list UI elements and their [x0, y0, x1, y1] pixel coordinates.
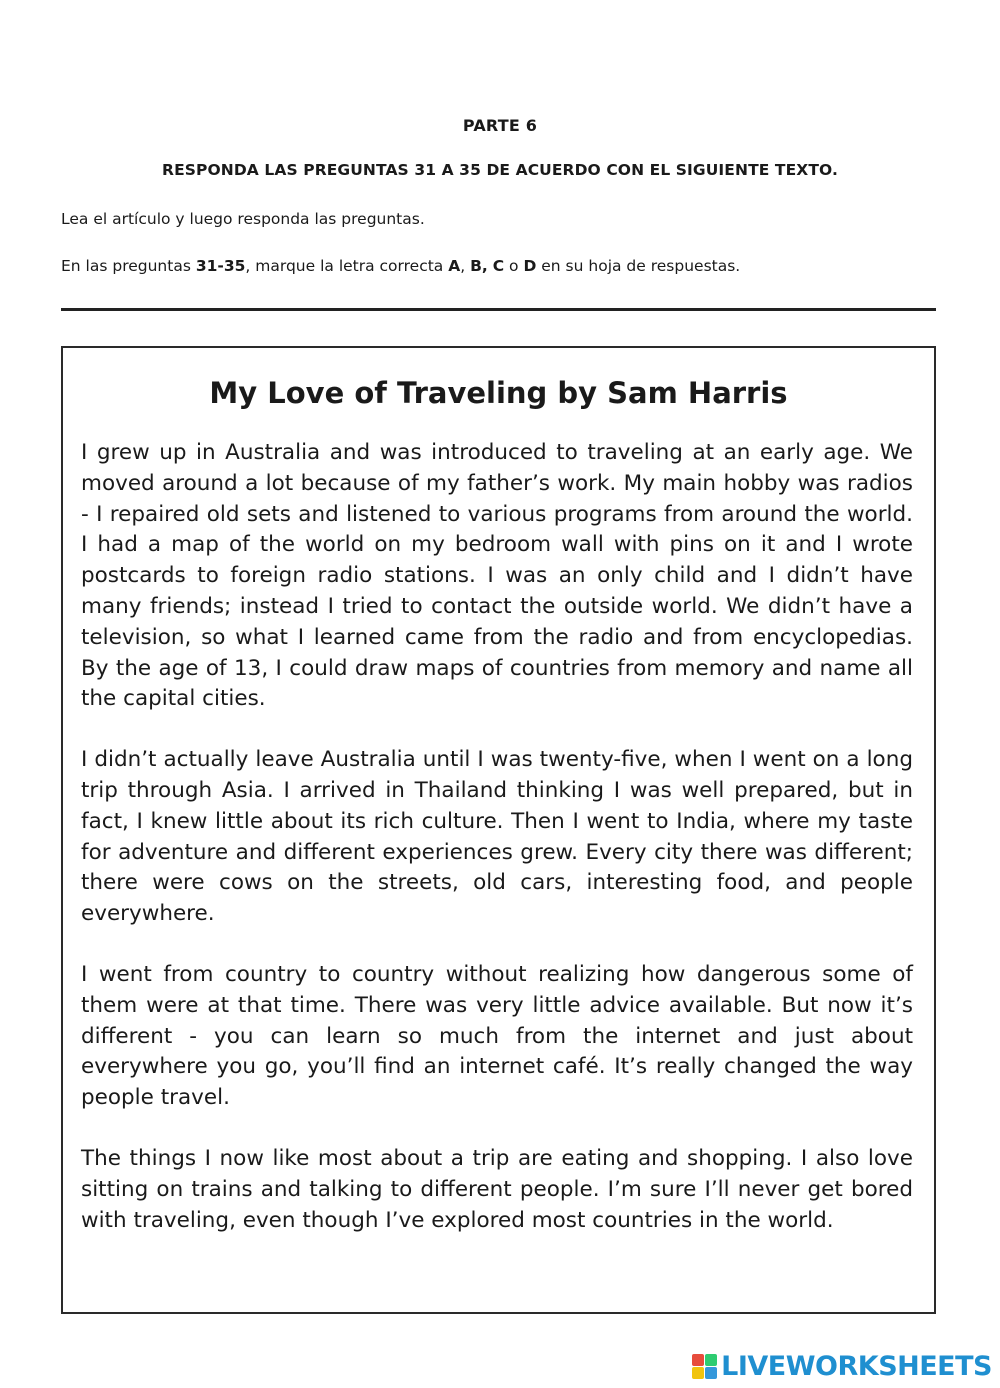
- article-paragraph-1: I grew up in Australia and was introduced to traveling at an early age. We moved around a lot because of my father’s work. My main hobby was radios - I repaired old sets and listened to various programs from around the world. I had a map of the world on my bedroom wall with pins on it and I wrote postcards to foreign radio stations. I was an only child and I didn’t have many friends; instead I tried to contact the outside world. We didn’t have a television, so what I learned came from the radio and from encyclopedias. By the age of 13, I could draw maps of countries from memory and name all the capital cities.: [81, 440, 913, 712]
- instruction-prefix: En las preguntas: [61, 257, 196, 275]
- article-title: My Love of Traveling by Sam Harris: [209, 376, 788, 410]
- instruction-middle: , marque la letra correcta: [245, 257, 449, 275]
- liveworksheets-logo[interactable]: [692, 1351, 992, 1382]
- logo-mark-square-red: [692, 1354, 704, 1366]
- instruction-read-article: Lea el artículo y luego responda las preguntas.: [61, 210, 425, 228]
- article-body: [81, 438, 913, 1266]
- logo-mark-square-green: [705, 1354, 717, 1366]
- article-box: [61, 346, 936, 1314]
- option-d: D: [523, 257, 537, 275]
- article-paragraph-3: I went from country to country without realizing how dangerous some of them were at that time. There was very little advice available. But now it’s different - you can learn so much from the internet and just about everywhere you go, you’ll find an internet café. It’s really changed the way people travel.: [81, 961, 913, 1111]
- instruction-mark-answer: [61, 257, 740, 275]
- option-a: A: [448, 257, 461, 275]
- part-title: PARTE 6: [462, 116, 538, 135]
- liveworksheets-logo-text: LIVEWORKSHEETS: [721, 1351, 992, 1382]
- instruction-suffix: en su hoja de respuestas.: [536, 257, 741, 275]
- liveworksheets-logo-icon: [692, 1354, 717, 1379]
- option-b: B,: [470, 257, 488, 275]
- section-divider: [61, 308, 936, 311]
- article-paragraph-4: The things I now like most about a trip are eating and shopping. I also love sitting on trains and talking to different people. I’m sure I’ll never get bored with traveling, even though I’ve explored most countries in the world.: [81, 1145, 913, 1233]
- instruction-heading: RESPONDA LAS PREGUNTAS 31 A 35 DE ACUERDO CON EL SIGUIENTE TEXTO.: [162, 161, 838, 179]
- article-paragraph-2: I didn’t actually leave Australia until I was twenty-five, when I went on a long trip through Asia. I arrived in Thailand thinking I was well prepared, but in fact, I knew little about its rich culture. Then I went to India, where my taste for adventure and different experiences grew. Every city there was different; there were cows on the streets, old cars, interesting food, and people everywhere.: [81, 747, 913, 927]
- question-range: 31-35: [195, 257, 246, 275]
- separator-comma: ,: [460, 257, 471, 275]
- option-c: C: [492, 257, 505, 275]
- logo-mark-square-yellow: [692, 1367, 704, 1379]
- logo-mark-square-blue: [705, 1367, 717, 1379]
- separator-or: o: [504, 257, 524, 275]
